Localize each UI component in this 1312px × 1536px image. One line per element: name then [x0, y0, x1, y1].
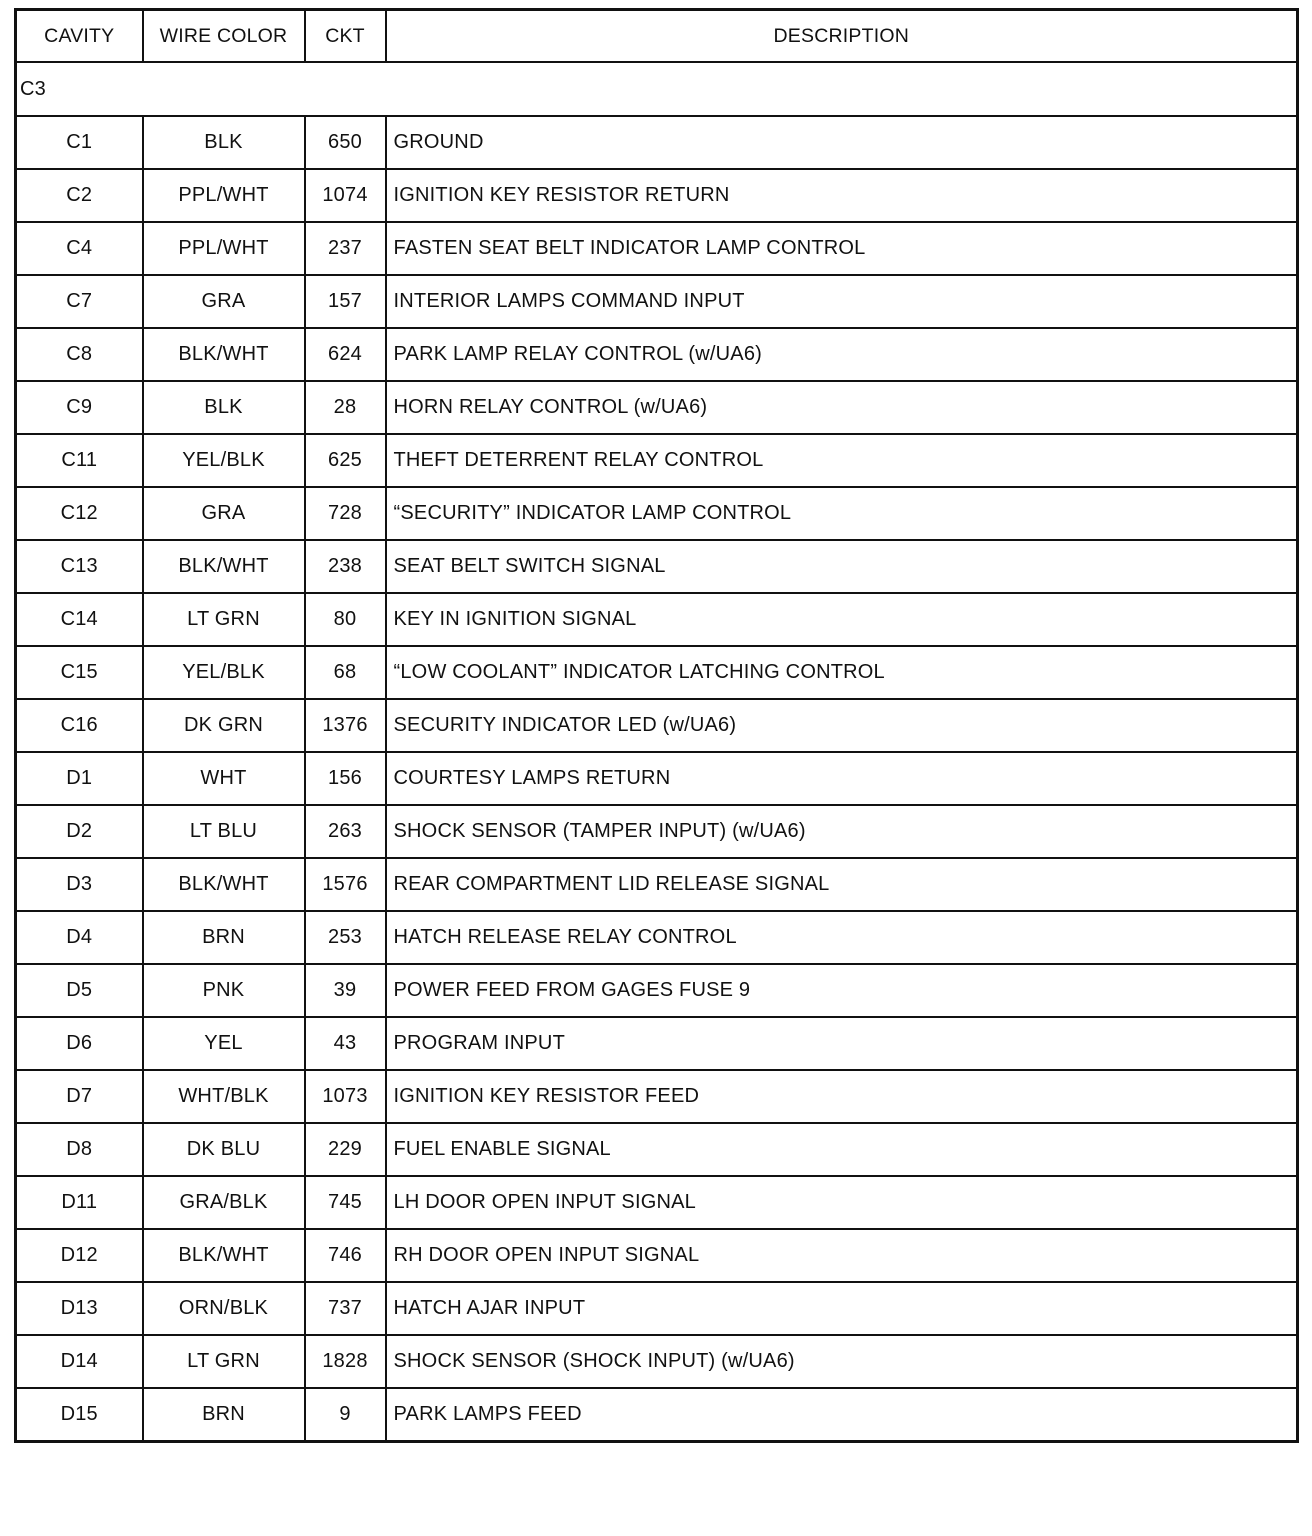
cell-cavity: C14 [16, 593, 143, 646]
cell-description: HATCH AJAR INPUT [386, 1282, 1298, 1335]
cell-ckt: 1828 [305, 1335, 386, 1388]
cell-ckt: 745 [305, 1176, 386, 1229]
cell-cavity: D5 [16, 964, 143, 1017]
table-row [16, 699, 1298, 752]
cell-description: REAR COMPARTMENT LID RELEASE SIGNAL [386, 858, 1298, 911]
cell-cavity: D8 [16, 1123, 143, 1176]
cell-description: SECURITY INDICATOR LED (w/UA6) [386, 699, 1298, 752]
cell-ckt: 80 [305, 593, 386, 646]
cell-wire-color: YEL/BLK [143, 434, 305, 487]
header-description: DESCRIPTION [386, 10, 1298, 63]
cell-wire-color: PPL/WHT [143, 169, 305, 222]
cell-wire-color: YEL [143, 1017, 305, 1070]
table-row [16, 646, 1298, 699]
cell-wire-color: BLK [143, 116, 305, 169]
cell-cavity: C8 [16, 328, 143, 381]
cell-ckt: 39 [305, 964, 386, 1017]
connector-pinout-table [14, 8, 1299, 1443]
cell-ckt: 253 [305, 911, 386, 964]
table-row [16, 1229, 1298, 1282]
cell-ckt: 28 [305, 381, 386, 434]
cell-cavity: D12 [16, 1229, 143, 1282]
table-row [16, 593, 1298, 646]
table-row [16, 805, 1298, 858]
cell-description: RH DOOR OPEN INPUT SIGNAL [386, 1229, 1298, 1282]
cell-description: IGNITION KEY RESISTOR FEED [386, 1070, 1298, 1123]
cell-ckt: 746 [305, 1229, 386, 1282]
cell-cavity: D13 [16, 1282, 143, 1335]
cell-wire-color: GRA [143, 487, 305, 540]
cell-cavity: C16 [16, 699, 143, 752]
cell-description: GROUND [386, 116, 1298, 169]
table-row [16, 169, 1298, 222]
connector-section-label: C3 [16, 62, 1298, 116]
cell-description: POWER FEED FROM GAGES FUSE 9 [386, 964, 1298, 1017]
cell-wire-color: GRA/BLK [143, 1176, 305, 1229]
table-row [16, 1123, 1298, 1176]
cell-description: COURTESY LAMPS RETURN [386, 752, 1298, 805]
cell-cavity: C2 [16, 169, 143, 222]
table-row [16, 275, 1298, 328]
cell-ckt: 737 [305, 1282, 386, 1335]
cell-cavity: D11 [16, 1176, 143, 1229]
cell-cavity: D2 [16, 805, 143, 858]
cell-description: IGNITION KEY RESISTOR RETURN [386, 169, 1298, 222]
cell-ckt: 263 [305, 805, 386, 858]
cell-wire-color: BLK [143, 381, 305, 434]
table-row [16, 222, 1298, 275]
cell-wire-color: BRN [143, 1388, 305, 1442]
cell-wire-color: LT GRN [143, 593, 305, 646]
cell-cavity: C7 [16, 275, 143, 328]
cell-ckt: 1376 [305, 699, 386, 752]
table-row [16, 434, 1298, 487]
cell-wire-color: PPL/WHT [143, 222, 305, 275]
cell-cavity: D14 [16, 1335, 143, 1388]
cell-ckt: 68 [305, 646, 386, 699]
cell-wire-color: ORN/BLK [143, 1282, 305, 1335]
table-row [16, 540, 1298, 593]
cell-ckt: 650 [305, 116, 386, 169]
cell-cavity: C4 [16, 222, 143, 275]
cell-cavity: D7 [16, 1070, 143, 1123]
cell-description: KEY IN IGNITION SIGNAL [386, 593, 1298, 646]
table-row [16, 487, 1298, 540]
cell-ckt: 1576 [305, 858, 386, 911]
table-row [16, 1388, 1298, 1442]
cell-description: PARK LAMPS FEED [386, 1388, 1298, 1442]
cell-description: SHOCK SENSOR (SHOCK INPUT) (w/UA6) [386, 1335, 1298, 1388]
cell-wire-color: DK GRN [143, 699, 305, 752]
cell-ckt: 624 [305, 328, 386, 381]
table-row [16, 1070, 1298, 1123]
cell-wire-color: LT BLU [143, 805, 305, 858]
cell-description: HATCH RELEASE RELAY CONTROL [386, 911, 1298, 964]
table-body [16, 62, 1298, 1442]
cell-wire-color: LT GRN [143, 1335, 305, 1388]
connector-section-row [16, 62, 1298, 116]
cell-description: HORN RELAY CONTROL (w/UA6) [386, 381, 1298, 434]
cell-cavity: C12 [16, 487, 143, 540]
cell-ckt: 156 [305, 752, 386, 805]
cell-ckt: 229 [305, 1123, 386, 1176]
cell-description: PROGRAM INPUT [386, 1017, 1298, 1070]
header-wire-color: WIRE COLOR [143, 10, 305, 63]
connector-pinout-sheet [14, 8, 1296, 1443]
cell-description: PARK LAMP RELAY CONTROL (w/UA6) [386, 328, 1298, 381]
cell-wire-color: WHT/BLK [143, 1070, 305, 1123]
table-row [16, 1176, 1298, 1229]
cell-wire-color: BLK/WHT [143, 540, 305, 593]
cell-ckt: 625 [305, 434, 386, 487]
table-row [16, 911, 1298, 964]
cell-wire-color: DK BLU [143, 1123, 305, 1176]
cell-cavity: C9 [16, 381, 143, 434]
cell-ckt: 238 [305, 540, 386, 593]
table-header-row [16, 10, 1298, 63]
cell-description: “LOW COOLANT” INDICATOR LATCHING CONTROL [386, 646, 1298, 699]
table-row [16, 752, 1298, 805]
cell-cavity: C11 [16, 434, 143, 487]
cell-cavity: D15 [16, 1388, 143, 1442]
cell-description: INTERIOR LAMPS COMMAND INPUT [386, 275, 1298, 328]
cell-wire-color: GRA [143, 275, 305, 328]
cell-ckt: 237 [305, 222, 386, 275]
cell-ckt: 9 [305, 1388, 386, 1442]
table-row [16, 1017, 1298, 1070]
cell-description: LH DOOR OPEN INPUT SIGNAL [386, 1176, 1298, 1229]
cell-cavity: D3 [16, 858, 143, 911]
cell-cavity: D4 [16, 911, 143, 964]
cell-cavity: D1 [16, 752, 143, 805]
cell-ckt: 43 [305, 1017, 386, 1070]
cell-description: “SECURITY” INDICATOR LAMP CONTROL [386, 487, 1298, 540]
table-row [16, 116, 1298, 169]
cell-ckt: 1074 [305, 169, 386, 222]
header-cavity: CAVITY [16, 10, 143, 63]
header-ckt: CKT [305, 10, 386, 63]
cell-wire-color: BRN [143, 911, 305, 964]
cell-ckt: 1073 [305, 1070, 386, 1123]
table-row [16, 328, 1298, 381]
cell-description: SHOCK SENSOR (TAMPER INPUT) (w/UA6) [386, 805, 1298, 858]
cell-ckt: 157 [305, 275, 386, 328]
cell-wire-color: WHT [143, 752, 305, 805]
cell-description: FUEL ENABLE SIGNAL [386, 1123, 1298, 1176]
table-row [16, 1335, 1298, 1388]
cell-description: THEFT DETERRENT RELAY CONTROL [386, 434, 1298, 487]
cell-wire-color: YEL/BLK [143, 646, 305, 699]
cell-cavity: C13 [16, 540, 143, 593]
cell-cavity: D6 [16, 1017, 143, 1070]
cell-cavity: C1 [16, 116, 143, 169]
cell-description: FASTEN SEAT BELT INDICATOR LAMP CONTROL [386, 222, 1298, 275]
table-row [16, 1282, 1298, 1335]
cell-wire-color: PNK [143, 964, 305, 1017]
cell-ckt: 728 [305, 487, 386, 540]
cell-wire-color: BLK/WHT [143, 858, 305, 911]
cell-description: SEAT BELT SWITCH SIGNAL [386, 540, 1298, 593]
table-row [16, 964, 1298, 1017]
cell-wire-color: BLK/WHT [143, 328, 305, 381]
cell-cavity: C15 [16, 646, 143, 699]
cell-wire-color: BLK/WHT [143, 1229, 305, 1282]
table-row [16, 858, 1298, 911]
table-row [16, 381, 1298, 434]
